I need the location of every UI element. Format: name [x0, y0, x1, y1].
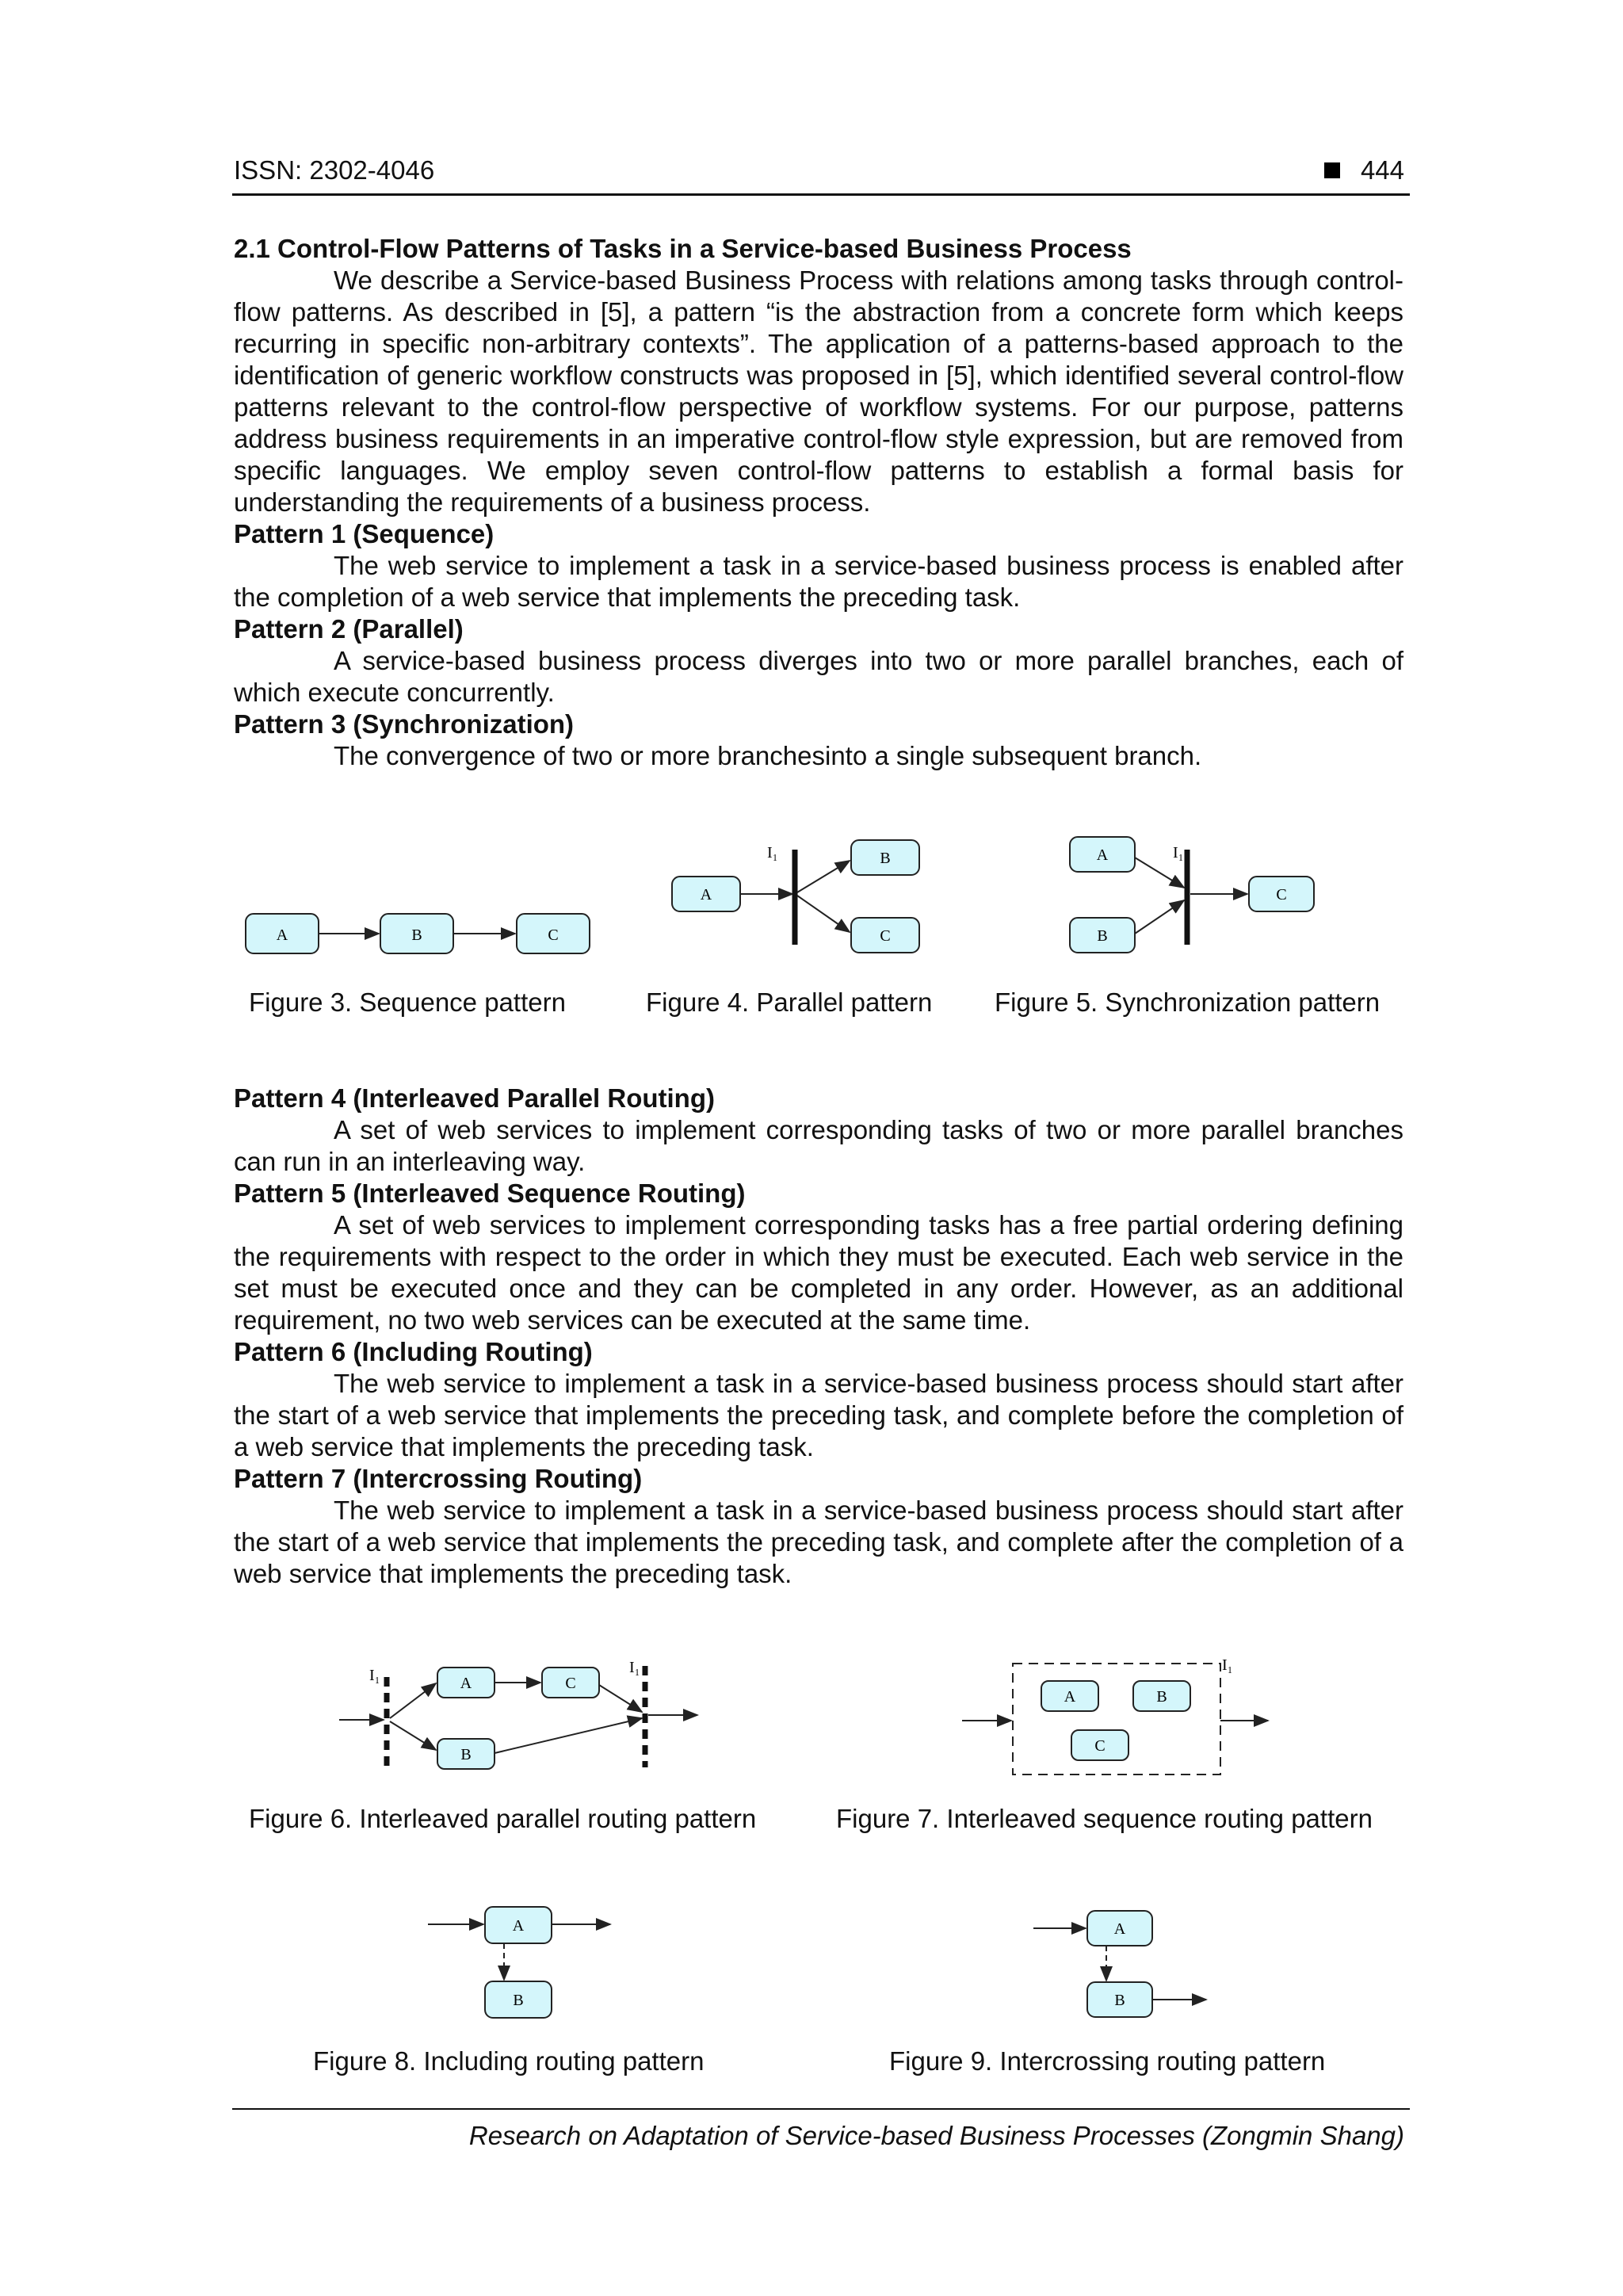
pattern-3-text: The convergence of two or more branchesinto a single subsequent branch.	[334, 741, 1202, 770]
edge-a-join	[1135, 858, 1184, 888]
edge-b-join	[1135, 900, 1184, 934]
node-b-label: B	[1097, 927, 1108, 945]
node-b-label: B	[411, 926, 422, 944]
edge-c-join	[599, 1685, 642, 1712]
node-c-label: C	[1276, 886, 1287, 904]
figure-5-caption: Figure 5. Synchronization pattern	[995, 988, 1381, 1017]
footer-rule	[232, 2108, 1410, 2110]
page-number-group	[1324, 155, 1404, 185]
node-b-label: B	[1156, 1688, 1167, 1706]
pattern-3-title: Pattern 3 (Synchronization)	[234, 709, 575, 739]
figure-8-caption: Figure 8. Including routing pattern	[313, 2046, 705, 2076]
pattern-6-title: Pattern 6 (Including Routing)	[234, 1337, 593, 1366]
intro-paragraph: We describe a Service-based Business Process with relations among tasks through control-flow patterns. As described in [5], a pattern “is the abstraction from a concrete form which keeps recurring in specific non-arbitrary contexts”. The application of a patterns-based approach to the identification of generic workflow constructs was proposed in [5], which identified several control-flow patterns relevant to the control-flow perspective of workflow systems. For our purpose, patterns address business requirements in an imperative control-flow style expression, but are removed from specific languages. We employ seven control-flow patterns to establish a formal basis for understanding the requirements of a business process.	[234, 266, 1403, 517]
section-2	[234, 1083, 1403, 1590]
node-b-label: B	[460, 1746, 472, 1763]
figure-7-caption: Figure 7. Interleaved sequence routing pattern	[836, 1804, 1373, 1833]
figure-3-caption: Figure 3. Sequence pattern	[249, 988, 566, 1017]
edge-b-join	[495, 1718, 642, 1753]
node-b-label: B	[880, 850, 891, 867]
section-heading: 2.1 Control-Flow Patterns of Tasks in a Service-based Business Process	[234, 234, 1132, 263]
pattern-1-text: The web service to implement a task in a service-based business process is enabled after the completion of a web service that implements the preceding task.	[234, 551, 1403, 612]
edge-split-a	[390, 1683, 436, 1718]
node-c-label: C	[880, 927, 891, 945]
split-marker: I₁	[369, 1667, 380, 1684]
pattern-5-title: Pattern 5 (Interleaved Sequence Routing)	[234, 1179, 746, 1208]
square-bullet-icon	[1324, 162, 1340, 178]
figure-7-diagram	[959, 1652, 1276, 1779]
split-marker: I₁	[767, 844, 778, 861]
pattern-6-text: The web service to implement a task in a service-based business process should start after the start of a web service that implements the preceding task, and complete before the completion of a web service that implements the preceding task.	[234, 1369, 1403, 1461]
pattern-5-text: A set of web services to implement corresponding tasks has a free partial ordering defining the requirements with respect to the order in which they must be executed. Each web service in the set must be executed once and they can be completed in any order. However, as an additional requirement, no two web services can be executed at the same time.	[234, 1210, 1403, 1335]
pattern-2-text: A service-based business process diverges into two or more parallel branches, each of which execute concurrently.	[234, 646, 1403, 707]
join-marker: I₁	[629, 1659, 640, 1676]
node-a-label: A	[460, 1675, 472, 1692]
pattern-4-title: Pattern 4 (Interleaved Parallel Routing)	[234, 1083, 715, 1113]
node-a-label: A	[700, 886, 712, 904]
edge-split-b	[797, 861, 850, 892]
figure-4-diagram	[666, 832, 935, 975]
pattern-4-text: A set of web services to implement corresponding tasks of two or more parallel branches can run in an interleaving way.	[234, 1115, 1403, 1176]
pattern-1-title: Pattern 1 (Sequence)	[234, 519, 495, 548]
figure-6-caption: Figure 6. Interleaved parallel routing pattern	[249, 1804, 757, 1833]
node-a-label: A	[1064, 1688, 1076, 1706]
edge-split-c	[797, 896, 850, 932]
pattern-2-title: Pattern 2 (Parallel)	[234, 614, 464, 644]
figure-4-caption: Figure 4. Parallel pattern	[646, 988, 933, 1017]
node-c-label: C	[1094, 1737, 1106, 1755]
running-footer: Research on Adaptation of Service-based Business Processes (Zongmin Shang)	[468, 2121, 1404, 2150]
edge-split-b	[390, 1721, 436, 1750]
figure-9-caption: Figure 9. Intercrossing routing pattern	[889, 2046, 1326, 2076]
pattern-7-title: Pattern 7 (Intercrossing Routing)	[234, 1464, 643, 1493]
node-a-label: A	[512, 1917, 525, 1935]
node-c-label: C	[548, 926, 559, 944]
node-b-label: B	[513, 1992, 524, 2009]
page-number: 444	[1360, 155, 1404, 185]
node-a-label: A	[1096, 846, 1109, 864]
node-b-label: B	[1114, 1992, 1125, 2009]
node-a-label: A	[276, 926, 288, 944]
figure-5-diagram	[1062, 832, 1331, 975]
pattern-7-text: The web service to implement a task in a service-based business process should start after the start of a web service that implements the preceding task, and complete after the completion of a web service that implements the preceding task.	[234, 1496, 1403, 1588]
figure-3-diagram	[238, 832, 602, 975]
journal-issn: ISSN: 2302-4046	[234, 155, 435, 185]
figure-6-diagram	[333, 1648, 713, 1775]
region-marker: I₁	[1222, 1656, 1233, 1674]
node-a-label: A	[1113, 1920, 1126, 1938]
node-c-label: C	[565, 1675, 576, 1692]
header-rule	[232, 193, 1410, 196]
figure-9-diagram	[1022, 1898, 1228, 2033]
join-marker: I₁	[1173, 844, 1184, 861]
section-1	[234, 233, 1403, 772]
figure-8-diagram	[420, 1894, 626, 2029]
